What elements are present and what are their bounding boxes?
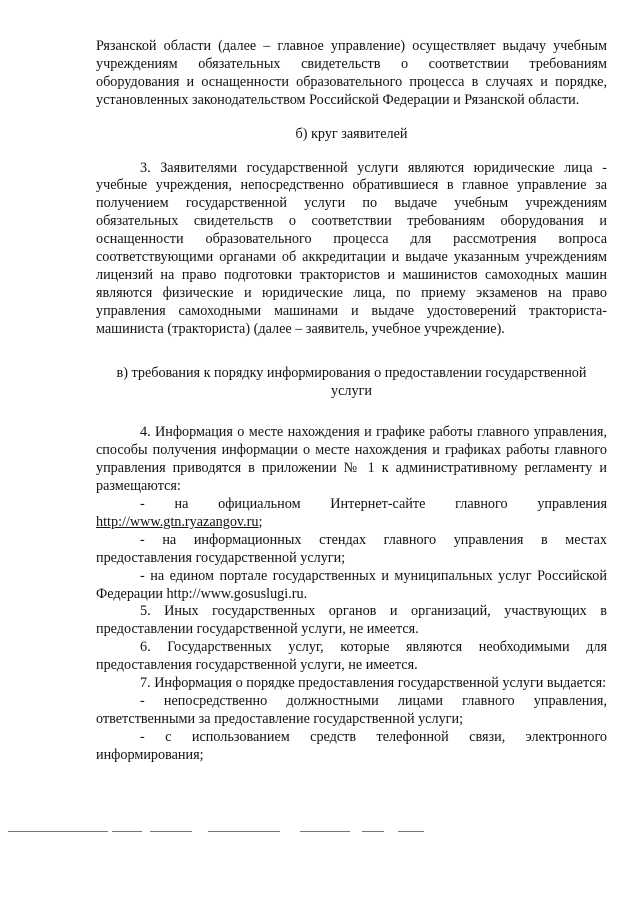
scan-artifact-line	[398, 831, 424, 832]
paragraph-3: 3. Заявителями государственной услуги являются юридические лица - учебные учреждения, непосредственно обратившиеся в главное управление за получением государственной услуги по выдаче учебным учреждениям обязательных свидетельств о соответствии требованиям оборудования и оснащенности образовательного процесса для рассмотрения вопроса соответствующими органами об аккредитации и выдаче указанным учреждениям лицензий на право подготовки трактористов и машинистов самоходных машин являются физические и юридические лица, по приему экзаменов на право управления самоходными машинами и выдаче удостоверений тракториста-машиниста (тракториста) (далее – заявитель, учебное учреждение).	[96, 159, 607, 337]
official-site-suffix: ;	[258, 513, 263, 530]
scan-artifact-line	[300, 831, 350, 832]
official-site-text: - на официальном Интернет-сайте главного управления	[140, 496, 607, 513]
paragraph-7: 7. Информация о порядке предоставления государственной услуги выдается:	[140, 675, 607, 692]
list-item-official-site	[96, 496, 607, 532]
list-item-unified-portal: - на едином портале государственных и муниципальных услуг Российской Федерации http://www.gosuslugi.ru.	[96, 567, 607, 602]
scan-artifact-line	[150, 831, 192, 832]
official-site-link[interactable]: http://www.gtn.ryazangov.ru	[96, 513, 259, 530]
scan-artifact-line	[112, 831, 142, 832]
scan-artifact-line	[208, 831, 280, 832]
scan-artifact-line	[362, 831, 384, 832]
paragraph-6: 6. Государственных услуг, которые являются необходимыми для предоставления государственной услуги, не имеется.	[96, 639, 607, 674]
paragraph-4: 4. Информация о месте нахождения и графике работы главного управления, способы получения информации о месте нахождения и графиках работы главного управления приводятся в приложении № 1 к административному регламенту и размещаются:	[96, 424, 607, 495]
list-item-info-stands: - на информационных стендах главного управления в местах предоставления государственной услуги;	[96, 531, 607, 566]
section-heading-informing: в) требования к порядку информирования о предоставлении государственной услуги	[116, 364, 587, 399]
paragraph-intro: Рязанской области (далее – главное управление) осуществляет выдачу учебным учреждениям обязательных свидетельств о соответствии требованиям оборудования и оснащенности образовательного процесса в случаях и порядке, установленных законодательством Российской Федерации и Рязанской области.	[96, 38, 607, 108]
list-item-phone: - с использованием средств телефонной связи, электронного информирования;	[96, 728, 607, 763]
list-item-officials: - непосредственно должностными лицами главного управления, ответственными за предоставление государственной услуги;	[96, 693, 607, 727]
section-heading-applicants: б) круг заявителей	[295, 125, 408, 142]
paragraph-5: 5. Иных государственных органов и организаций, участвующих в предоставлении государственной услуги, не имеется.	[96, 603, 607, 638]
scan-artifact-line	[8, 831, 108, 832]
document-page	[96, 38, 607, 765]
